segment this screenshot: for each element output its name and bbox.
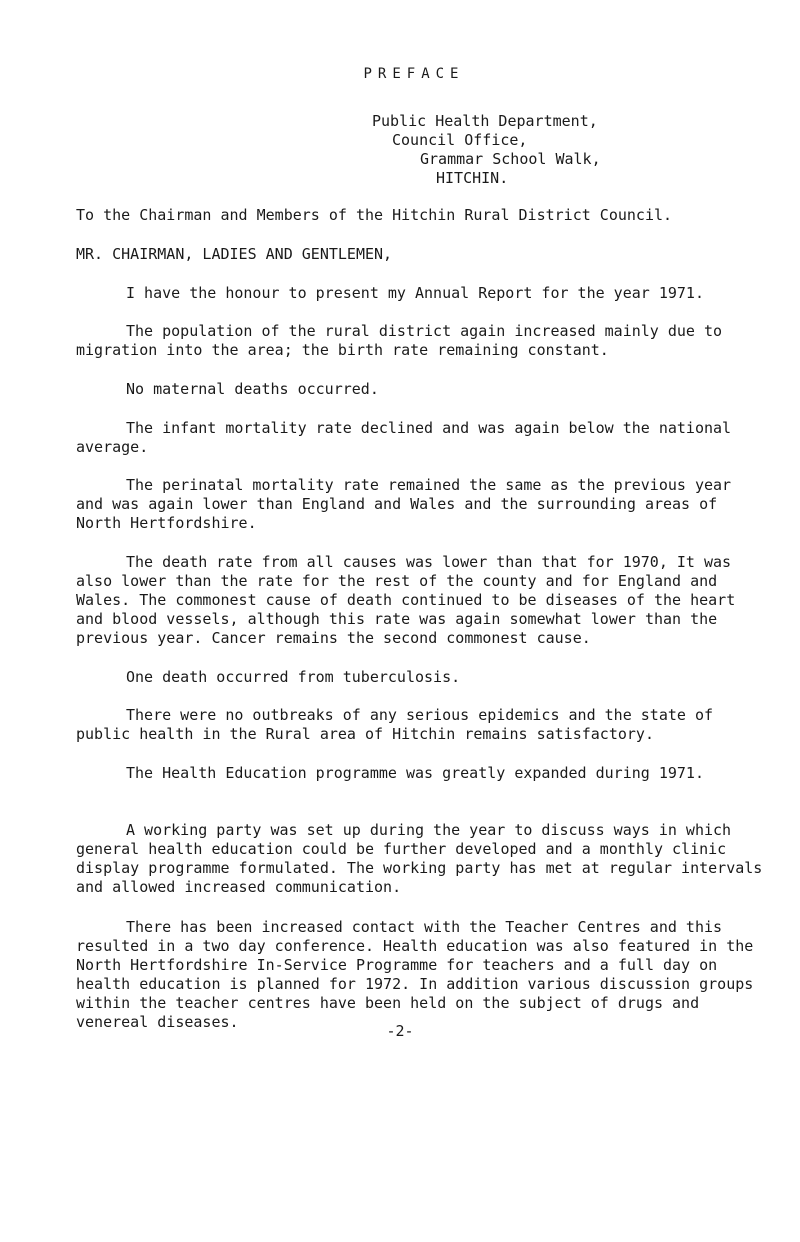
sender-address	[352, 112, 601, 188]
salutation: MR. CHAIRMAN, LADIES AND GENTLEMEN,	[76, 245, 393, 263]
paragraph: The Health Education programme was greatly expanded during 1971.	[126, 764, 704, 782]
paragraph: I have the honour to present my Annual Report for the year 1971.	[126, 284, 704, 302]
paragraph: The death rate from all causes was lower than that for 1970, It was also lower than the rate for the rest of the county and for England and Wales. The commonest cause of death continued to be diseases of the heart and blood vessels, although this rate was again somewhat lower than the previous year. Cancer remains the second commonest cause.	[76, 553, 736, 647]
paragraph: There were no outbreaks of any serious epidemics and the state of public health in the Rural area of Hitchin remains satisfactory.	[76, 706, 713, 743]
page-heading: PREFACE	[363, 66, 465, 82]
address-line: Grammar School Walk,	[420, 150, 601, 168]
paragraph: There has been increased contact with the Teacher Centres and this resulted in a two day conference. Health education was also featured in the North Hertfordshire In-Service Programme for teachers and a full day on health education is planned for 1972. In addition various discussion groups within the teacher centres have been held on the subject of drugs and venereal diseases.	[76, 918, 754, 1031]
paragraph: A working party was set up during the year to discuss ways in which general health education could be further developed and a monthly clinic display programme formulated. The working party has met at regular intervals and allowed increased communication.	[76, 821, 763, 896]
paragraph: The population of the rural district again increased mainly due to migration into the area; the birth rate remaining constant.	[76, 322, 723, 359]
paragraph: The infant mortality rate declined and was again below the national average.	[76, 419, 732, 456]
page-number: -2-	[386, 1022, 414, 1040]
paragraph: One death occurred from tuberculosis.	[126, 668, 461, 686]
address-line: Public Health Department,	[372, 112, 598, 130]
address-line: HITCHIN.	[436, 169, 509, 187]
address-line: Council Office,	[392, 131, 528, 149]
paragraph: The perinatal mortality rate remained the same as the previous year and was again lower than England and Wales and the surrounding areas of North Hertfordshire.	[76, 476, 732, 532]
paragraph: No maternal deaths occurred.	[126, 380, 379, 398]
addressee-line: To the Chairman and Members of the Hitchin Rural District Council.	[76, 206, 673, 224]
